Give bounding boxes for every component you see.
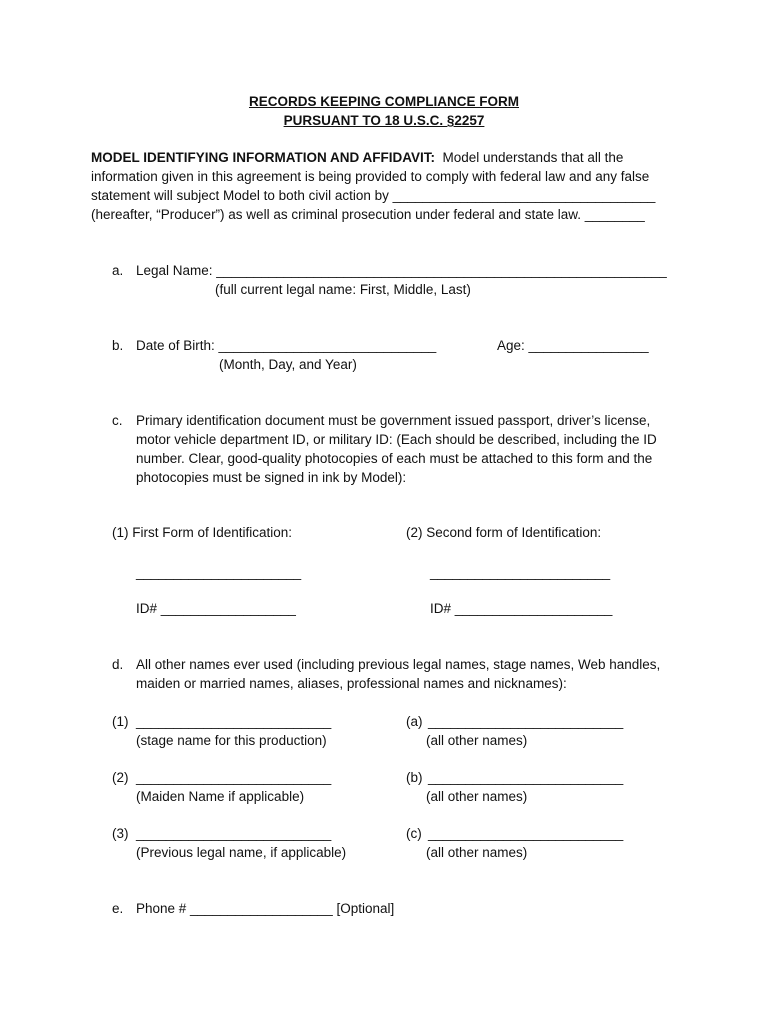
section-d-line-1: All other names ever used (including previous legal names, stage names, Web handles, bbox=[136, 657, 661, 672]
intro-heading: MODEL IDENTIFYING INFORMATION AND AFFIDAVIT: bbox=[91, 150, 435, 165]
age-field[interactable]: Age: ________________ bbox=[497, 338, 649, 353]
section-b-marker: b. bbox=[112, 338, 124, 353]
stage-name-hint: (stage name for this production) bbox=[136, 733, 327, 748]
other-name-a-field[interactable]: __________________________ bbox=[428, 714, 624, 729]
other-name-number: (2) bbox=[112, 770, 129, 785]
form-subtitle: PURSUANT TO 18 U.S.C. §2257 bbox=[283, 113, 485, 128]
phone-field[interactable]: Phone # ___________________ [Optional] bbox=[136, 901, 395, 916]
stage-name-field[interactable]: __________________________ bbox=[136, 714, 332, 729]
first-id-description-field[interactable]: ______________________ bbox=[136, 565, 302, 580]
section-c-marker: c. bbox=[112, 413, 123, 428]
legal-name-field[interactable]: Legal Name: ____________________________________________________________ bbox=[136, 263, 667, 278]
section-e-marker: e. bbox=[112, 901, 124, 916]
section-c-paragraph bbox=[136, 411, 681, 487]
section-a-marker: a. bbox=[112, 263, 124, 278]
second-id-description-field[interactable]: ________________________ bbox=[430, 565, 611, 580]
date-of-birth-hint: (Month, Day, and Year) bbox=[219, 357, 357, 372]
section-d-paragraph bbox=[136, 655, 681, 693]
section-c-line-1: Primary identification document must be government issued passport, driver’s license, bbox=[136, 413, 651, 428]
maiden-name-hint: (Maiden Name if applicable) bbox=[136, 789, 305, 804]
other-name-b-hint: (all other names) bbox=[426, 789, 528, 804]
previous-legal-name-field[interactable]: __________________________ bbox=[136, 826, 332, 841]
second-id-label: (2) Second form of Identification: bbox=[406, 525, 602, 540]
other-name-c-hint: (all other names) bbox=[426, 845, 528, 860]
intro-line-3: statement will subject Model to both civil action by ___________________________________ bbox=[91, 188, 656, 203]
intro-line-2: information given in this agreement is being provided to comply with federal law and any false bbox=[91, 169, 650, 184]
other-name-number: (1) bbox=[112, 714, 129, 729]
section-d-marker: d. bbox=[112, 657, 124, 672]
form-title: RECORDS KEEPING COMPLIANCE FORM bbox=[248, 94, 519, 109]
other-name-c-field[interactable]: __________________________ bbox=[428, 826, 624, 841]
section-d-line-2: maiden or married names, aliases, professional names and nicknames): bbox=[136, 676, 567, 691]
date-of-birth-field[interactable]: Date of Birth: _____________________________ bbox=[136, 338, 437, 353]
previous-legal-name-hint: (Previous legal name, if applicable) bbox=[136, 845, 347, 860]
intro-line-4: (hereafter, “Producer”) as well as criminal prosecution under federal and state law. ________ bbox=[91, 207, 645, 222]
other-name-letter: (a) bbox=[406, 714, 423, 729]
first-id-label: (1) First Form of Identification: bbox=[112, 525, 293, 540]
intro-text-1: Model understands that all the bbox=[442, 150, 624, 165]
section-c-line-3: number. Clear, good-quality photocopies of each must be attached to this form and the bbox=[136, 451, 653, 466]
section-c-line-2: motor vehicle department ID, or military ID: (Each should be described, including the ID bbox=[136, 432, 657, 447]
second-id-number-field[interactable]: ID# _____________________ bbox=[430, 601, 613, 616]
other-name-letter: (c) bbox=[406, 826, 422, 841]
other-name-b-field[interactable]: __________________________ bbox=[428, 770, 624, 785]
intro-line-1 bbox=[91, 148, 671, 167]
first-id-number-field[interactable]: ID# __________________ bbox=[136, 601, 296, 616]
other-name-number: (3) bbox=[112, 826, 129, 841]
intro-paragraph bbox=[91, 148, 671, 224]
maiden-name-field[interactable]: __________________________ bbox=[136, 770, 332, 785]
other-name-letter: (b) bbox=[406, 770, 423, 785]
other-name-a-hint: (all other names) bbox=[426, 733, 528, 748]
legal-name-hint: (full current legal name: First, Middle, Last) bbox=[215, 282, 471, 297]
section-c-line-4: photocopies must be signed in ink by Model): bbox=[136, 470, 407, 485]
